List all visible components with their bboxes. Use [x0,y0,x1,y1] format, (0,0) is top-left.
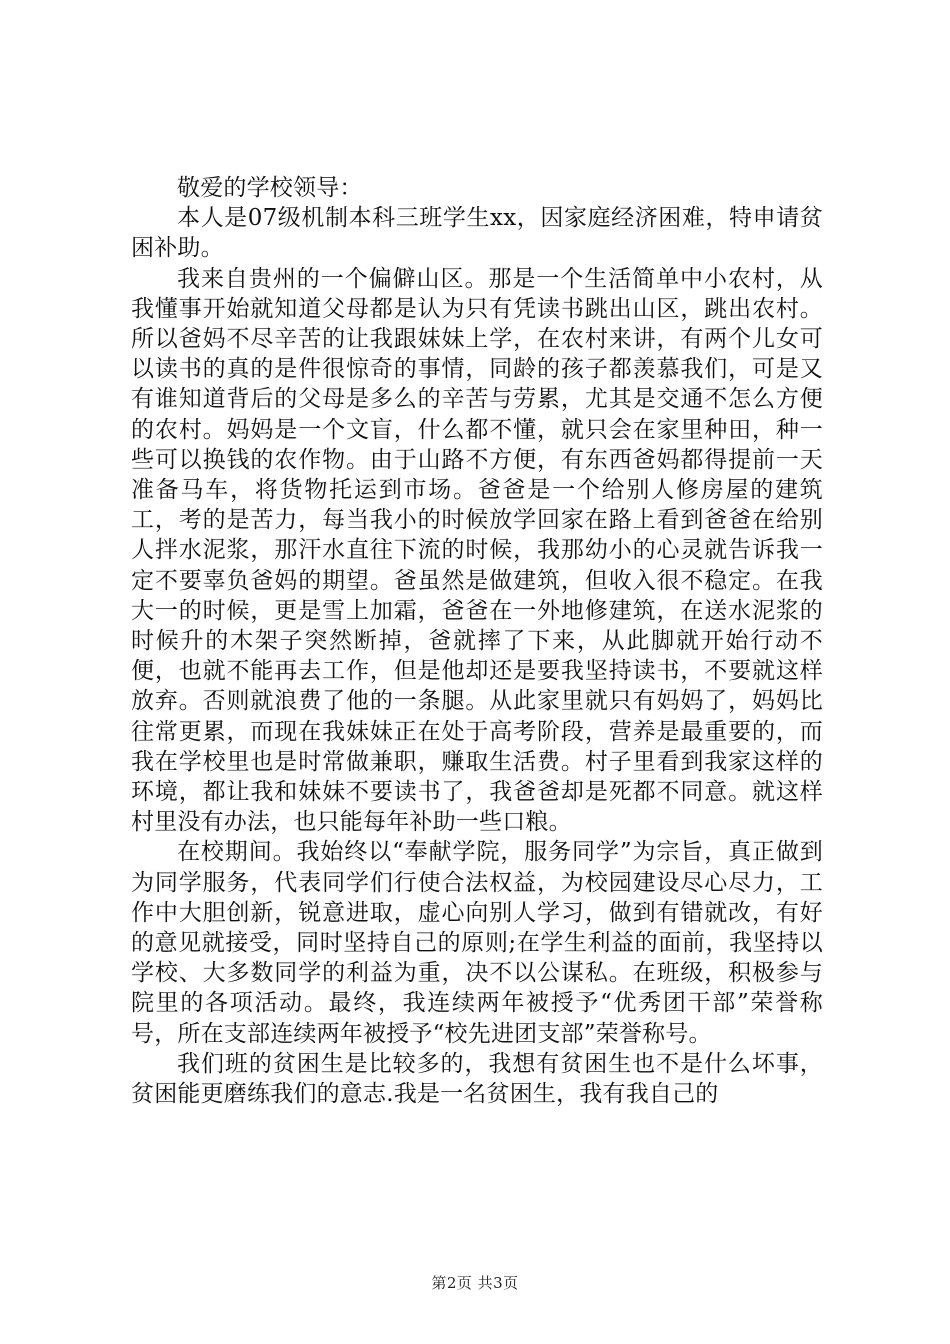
salutation: 敬爱的学校领导： [177,175,363,201]
paragraph-school-activities: 在校期间。我始终以“奉献学院，服务同学”为宗旨，真正做到为同学服务，代表同学们行使合法权益，为校园建设尽心尽力，工作中大胆创新，锐意进取，虚心向别人学习，做到有错就改，有好的意见就接受，同时坚持自己的原则;在学生利益的面前，我坚持以学校、大多数同学的利益为重，决不以公谋私。在班级，积极参与院里的各项活动。最终，我连续两年被授予“优秀团干部”荣誉称号，所在支部连续两年被授予“校先进团支部”荣誉称号。 [131,839,823,1047]
paragraph-family-background: 我来自贵州的一个偏僻山区。那是一个生活简单中小农村，从我懂事开始就知道父母都是认为只有凭读书跳出山区，跳出农村。所以爸妈不尽辛苦的让我跟妹妹上学，在农村来讲，有两个儿女可以读书的真的是件很惊奇的事情，同龄的孩子都羡慕我们，可是又有谁知道背后的父母是多么的辛苦与劳累，尤其是交通不怎么方便的农村。妈妈是一个文盲，什么都不懂，就只会在家里种田，种一些可以换钱的农作物。由于山路不方便，有东西爸妈都得提前一天准备马车，将货物托运到市场。爸爸是一个给别人修房屋的建筑工，考的是苦力，每当我小的时候放学回家在路上看到爸爸在给别人拌水泥浆，那汗水直往下流的时候，我那幼小的心灵就告诉我一定不要辜负爸妈的期望。爸虽然是做建筑，但收入很不稳定。在我大一的时候，更是雪上加霜，爸爸在一外地修建筑，在送水泥浆的时候升的木架子突然断掉，爸就摔了下来，从此脚就开始行动不便，也就不能再去工作，但是他却还是要我坚持读书，不要就这样放弃。否则就浪费了他的一条腿。从此家里就只有妈妈了，妈妈比往常更累，而现在我妹妹正在处于高考阶段，营养是最重要的，而我在学校里也是时常做兼职，赚取生活费。村子里看到我家这样的环境，都让我和妹妹不要读书了，我爸爸却是死都不同意。就这样村里没有办法，也只能每年补助一些口粮。 [131,265,823,836]
document-body [131,173,823,1109]
page-number-footer: 第2页 共3页 [431,1274,519,1292]
paragraph-poverty-thoughts: 我们班的贫困生是比较多的，我想有贫困生也不是什么坏事，贫困能更磨练我们的意志.我是一名贫困生，我有我自己的 [131,1050,823,1108]
paragraph-intro: 本人是07级机制本科三班学生xx，因家庭经济困难，特申请贫困补助。 [131,205,823,262]
